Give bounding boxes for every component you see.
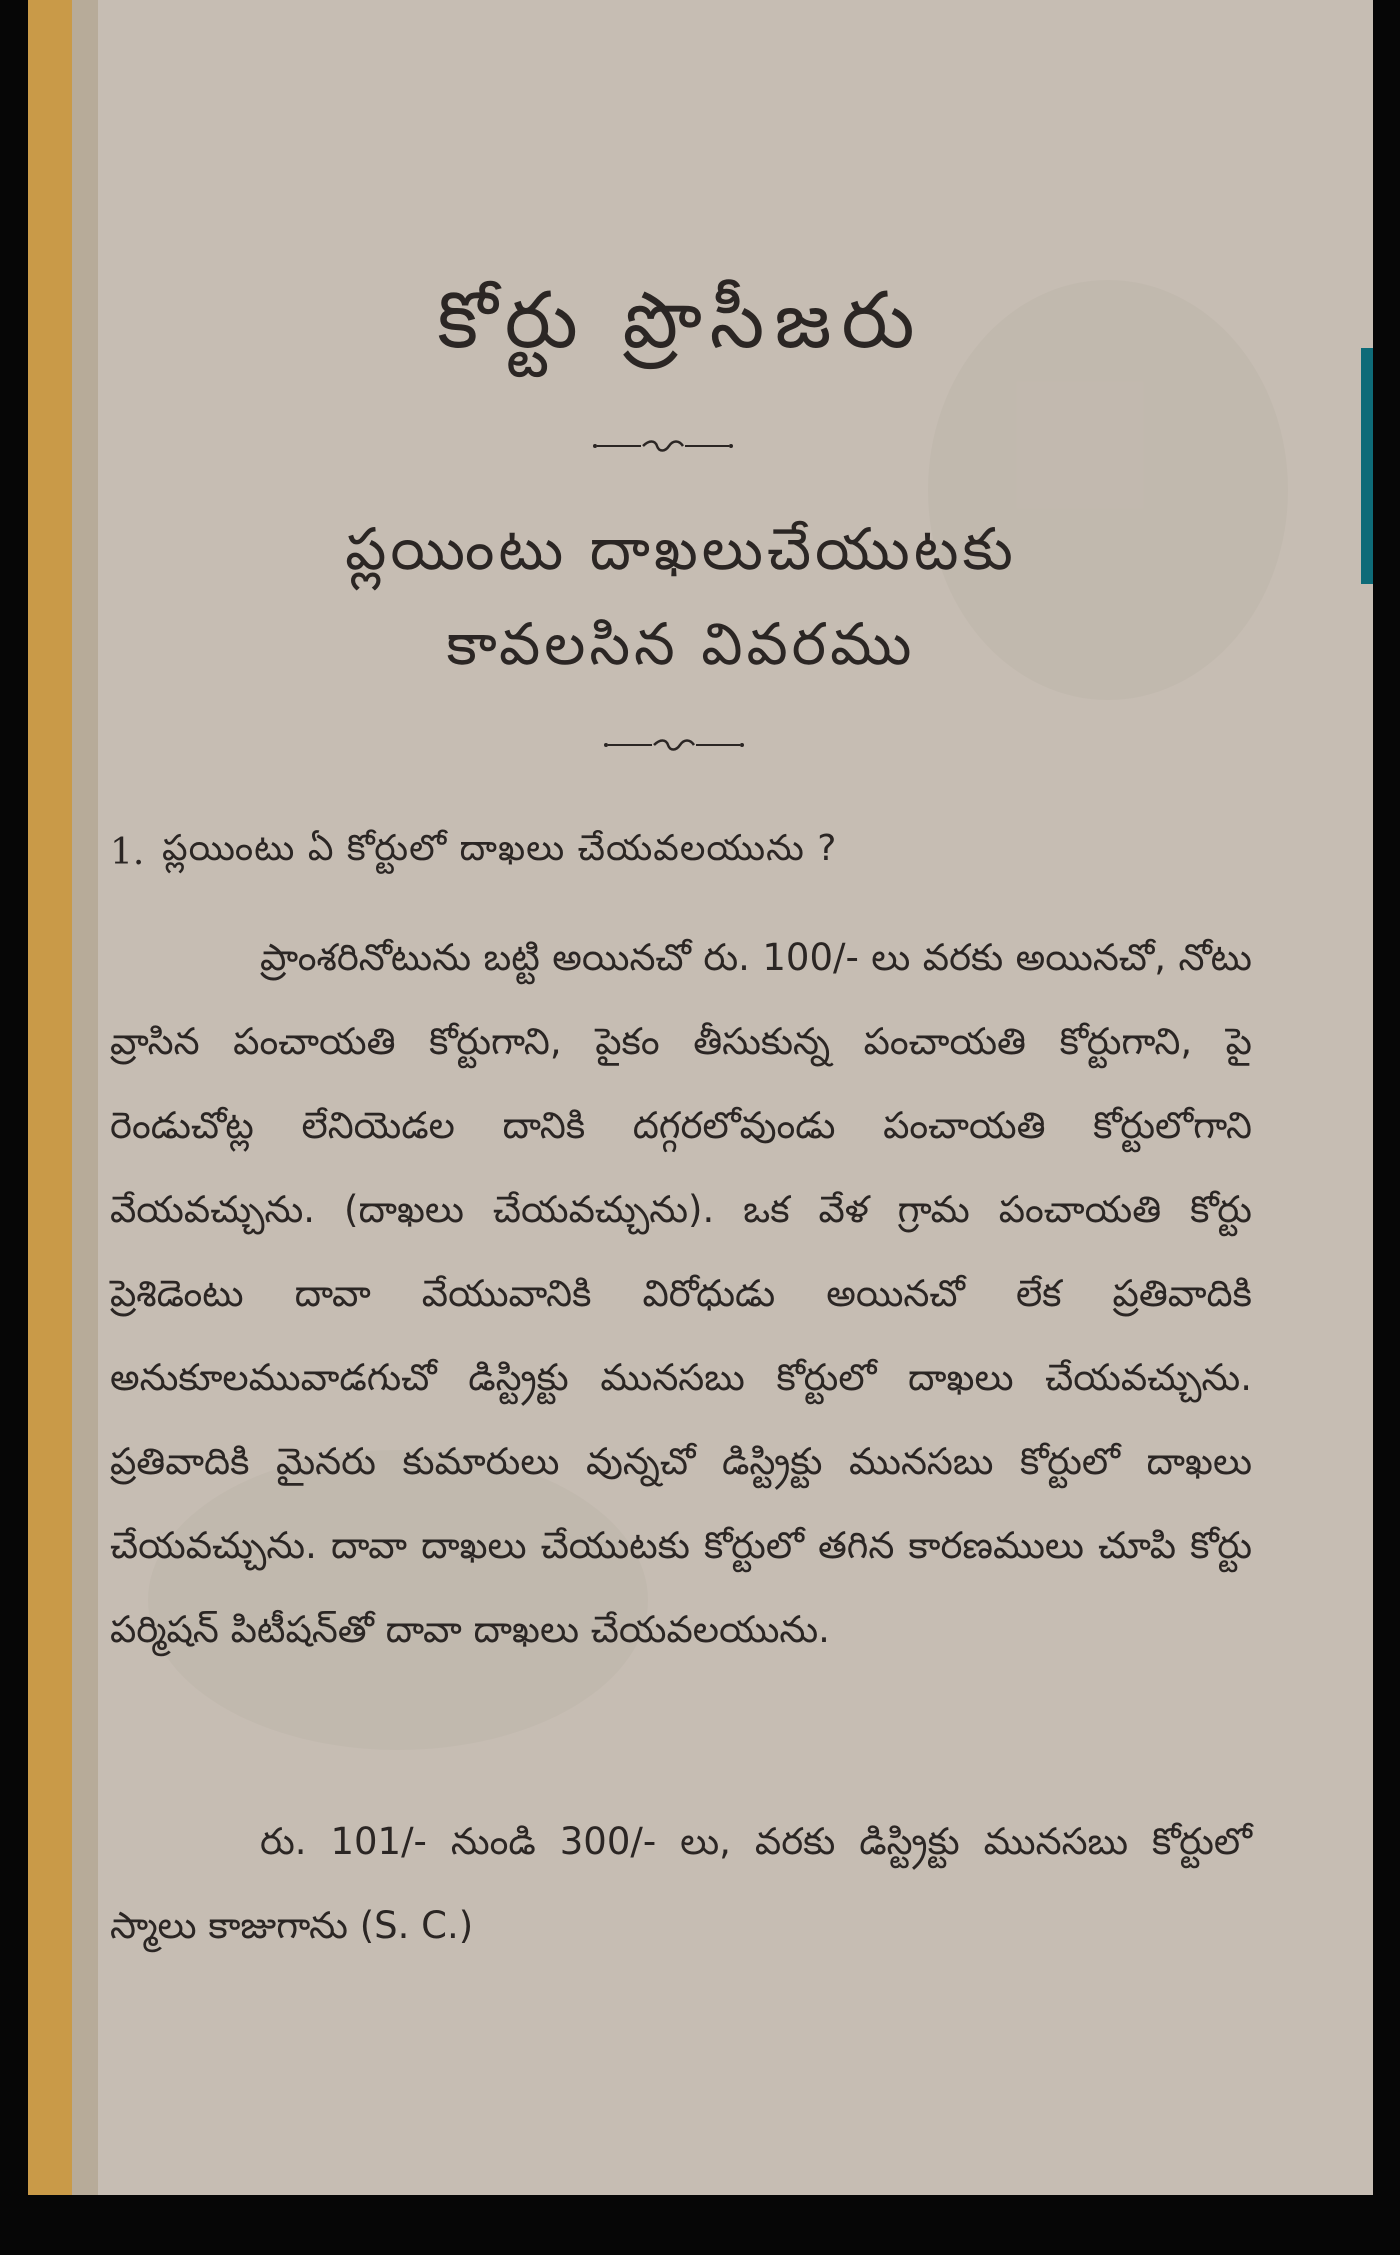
page-content xyxy=(110,0,1252,2195)
body-paragraph-1: ప్రాంశరినోటును బట్టి అయినచో రు. 100/- లు వరకు అయినచో, నోటు వ్రాసిన పంచాయతి కోర్టుగాని, పైకం తీసుకున్న పంచాయతి కోర్టుగాని, పై రెండుచోట్ల లేనియెడల దానికి దగ్గరలోవుండు పంచాయతి కోర్టులోగాని వేయవచ్చును. (దాఖలు చేయవచ్చును). ఒక వేళ గ్రామ పంచాయతి కోర్టు ప్రెశిడెంటు దావా వేయువానికి విరోధుడు అయినచో లేక ప్రతివాదికి అనుకూలమువాడగుచో డిస్ట్రిక్టు మునసబు కోర్టులో దాఖలు చేయవచ్చును. ప్రతివాదికి మైనరు కుమారులు వున్నచో డిస్ట్రిక్టు మునసబు కోర్టులో దాఖలు చేయవచ్చును. దావా దాఖలు చేయుటకు కోర్టులో తగిన కారణములు చూపి కోర్టు పర్మిషన్ పిటీషన్‌తో దావా దాఖలు చేయవలయును. xyxy=(110,936,1252,1651)
book-page xyxy=(28,0,1373,2195)
ornament-icon xyxy=(604,737,744,753)
divider-ornament xyxy=(604,737,744,753)
question-number: 1. xyxy=(110,832,145,873)
ornament-icon xyxy=(593,438,733,454)
page-edge-tab xyxy=(1361,348,1373,584)
book-spine xyxy=(28,0,72,2195)
divider-ornament xyxy=(593,438,733,454)
subtitle-line-1: ప్లయింటు దాఖలుచేయుటకు xyxy=(345,515,1017,583)
subtitle-line-2: కావలసిన వివరము xyxy=(446,610,916,678)
question-heading: ప్లయింటు ఏ కోర్టులో దాఖలు చేయవలయును ? xyxy=(162,828,838,869)
gutter-shadow xyxy=(72,0,98,2195)
body-paragraph-2: రు. 101/- నుండి 300/- లు, వరకు డిస్ట్రిక్టు మునసబు కోర్టులో స్మాలు కాజుగాను (S. C.) xyxy=(110,1820,1252,1947)
page-title: కోర్టు ప్రొసీజరు xyxy=(437,276,925,366)
